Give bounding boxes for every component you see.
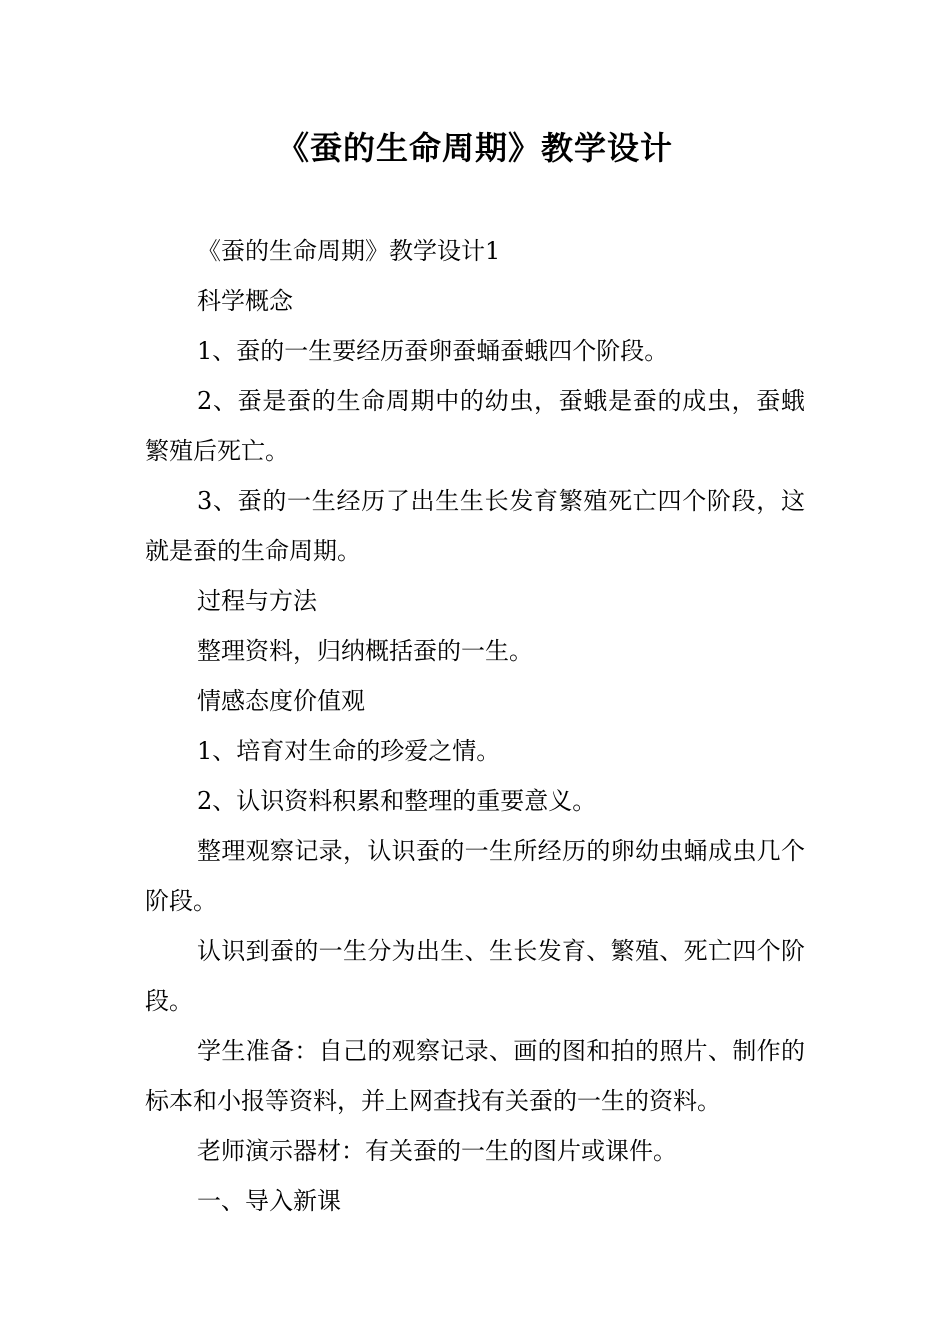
heading-science-concepts: 科学概念	[197, 287, 293, 315]
heading-introduction: 一、导入新课	[197, 1187, 341, 1215]
paragraph: 认识到蚕的一生分为出生、生长发育、繁殖、死亡四个阶段。	[145, 937, 805, 1015]
paragraph: 老师演示器材：有关蚕的一生的图片或课件。	[197, 1137, 677, 1165]
paragraph: 2、蚕是蚕的生命周期中的幼虫，蚕蛾是蚕的成虫，蚕蛾繁殖后死亡。	[145, 387, 805, 465]
paragraph: 2、认识资料积累和整理的重要意义。	[197, 787, 597, 815]
paragraph: 整理观察记录，认识蚕的一生所经历的卵幼虫蛹成虫几个阶段。	[145, 837, 805, 915]
paragraph: 整理资料，归纳概括蚕的一生。	[197, 637, 533, 665]
heading-process-methods: 过程与方法	[197, 587, 317, 615]
document-body	[145, 226, 805, 1226]
paragraph: 3、蚕的一生经历了出生生长发育繁殖死亡四个阶段，这就是蚕的生命周期。	[145, 487, 805, 565]
document-title: 《蚕的生命周期》教学设计	[276, 129, 673, 167]
paragraph: 1、蚕的一生要经历蚕卵蚕蛹蚕蛾四个阶段。	[197, 337, 669, 365]
paragraph: 学生准备：自己的观察记录、画的图和拍的照片、制作的标本和小报等资料，并上网查找有关蚕的一生的资料。	[145, 1037, 805, 1115]
heading-attitude-values: 情感态度价值观	[197, 687, 365, 715]
paragraph-subtitle: 《蚕的生命周期》教学设计1	[197, 237, 501, 265]
paragraph: 1、培育对生命的珍爱之情。	[197, 737, 501, 765]
